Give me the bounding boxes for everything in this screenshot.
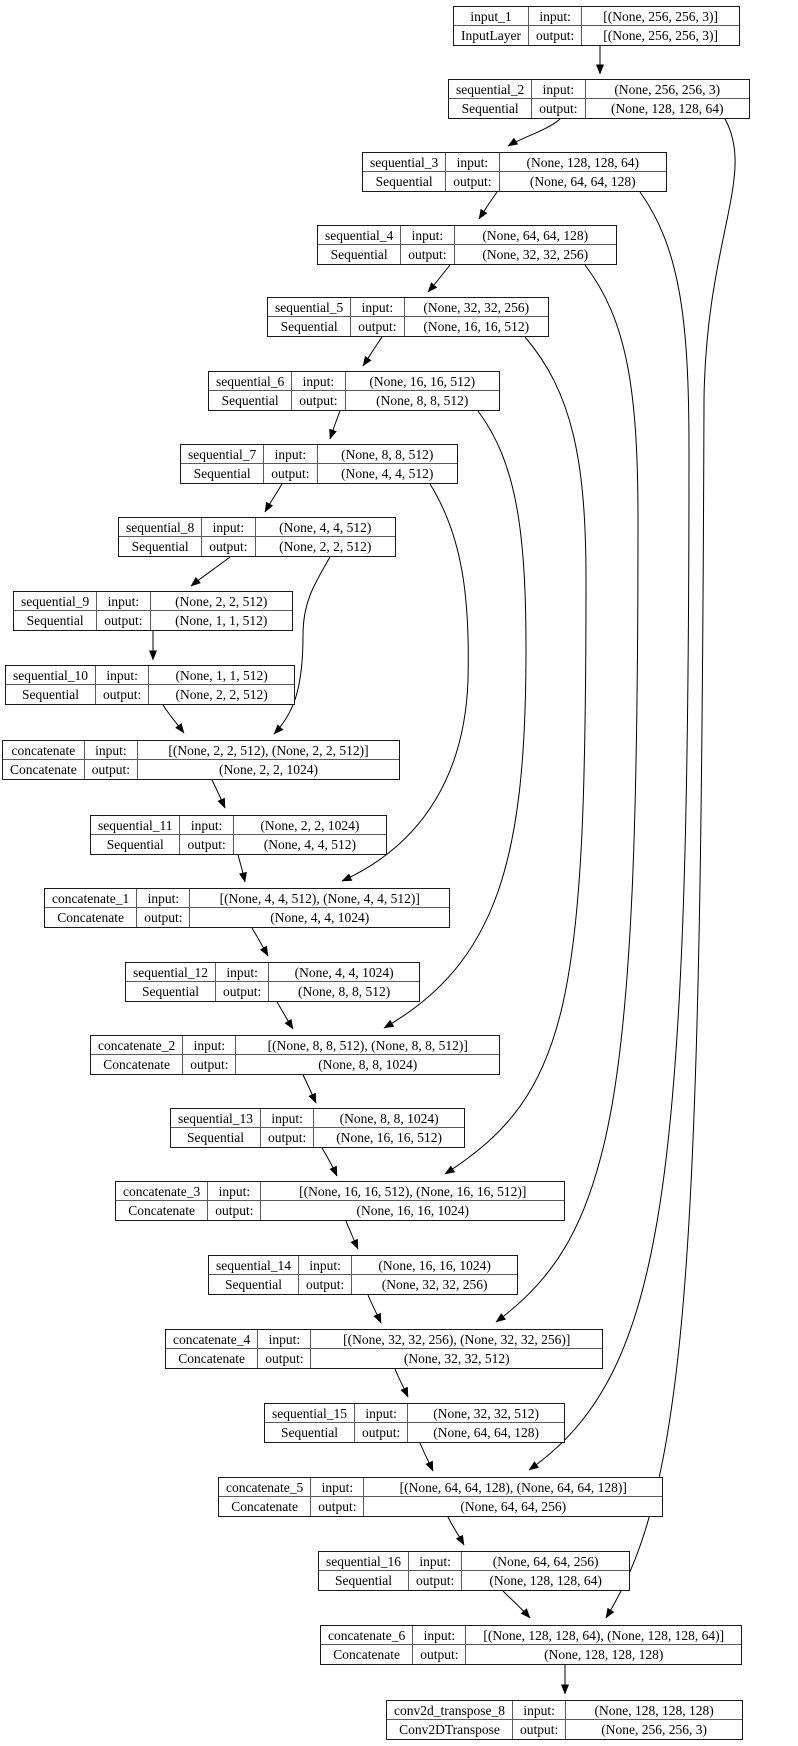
layer-type: Concatenate xyxy=(166,1349,258,1368)
layer-name: concatenate_5 xyxy=(219,1478,311,1497)
layer-type: Sequential xyxy=(449,99,532,118)
edge-skip-sequential_3-concatenate_5 xyxy=(529,192,689,1470)
node-sequential_11 xyxy=(90,815,387,855)
input-label: input: xyxy=(351,298,404,317)
edge-sequential_6-sequential_7 xyxy=(330,411,340,439)
layer-name: sequential_15 xyxy=(265,1404,355,1423)
output-shape: (None, 4, 4, 1024) xyxy=(270,910,370,925)
output-shape: (None, 1, 1, 512) xyxy=(175,613,268,628)
layer-type: Sequential xyxy=(119,537,202,556)
input-label: input: xyxy=(529,7,582,26)
node-sequential_13 xyxy=(170,1108,465,1148)
output-label: output: xyxy=(299,1275,352,1294)
output-shape: (None, 64, 64, 128) xyxy=(529,174,636,189)
output-shape: (None, 128, 128, 128) xyxy=(544,1647,664,1662)
layer-type: Sequential xyxy=(209,391,292,410)
layer-type: Sequential xyxy=(265,1423,355,1442)
edge-sequential_3-sequential_4 xyxy=(479,192,497,219)
layer-type: Sequential xyxy=(126,982,216,1001)
node-sequential_16 xyxy=(318,1551,630,1591)
layer-type: Concatenate xyxy=(3,760,85,779)
output-shape: (None, 32, 32, 256) xyxy=(381,1277,488,1292)
input-shape: [(None, 128, 128, 64), (None, 128, 128, 64)] xyxy=(466,1626,741,1645)
input-shape: (None, 1, 1, 512) xyxy=(149,666,294,685)
node-sequential_7 xyxy=(180,444,458,484)
layer-type: Sequential xyxy=(268,317,351,336)
output-label: output: xyxy=(258,1349,311,1368)
input-shape: [(None, 16, 16, 512), (None, 16, 16, 512)] xyxy=(261,1182,564,1201)
edge-sequential_2-sequential_3 xyxy=(508,119,560,146)
node-concatenate xyxy=(2,740,400,780)
input-label: input: xyxy=(355,1404,408,1423)
layer-name: sequential_13 xyxy=(171,1109,261,1128)
input-shape: [(None, 256, 256, 3)] xyxy=(582,7,739,26)
output-shape: (None, 64, 64, 256) xyxy=(460,1499,567,1514)
output-label: output: xyxy=(292,391,345,410)
layer-name: sequential_16 xyxy=(319,1552,409,1571)
edge-concatenate-sequential_11 xyxy=(212,780,225,808)
output-shape: (None, 16, 16, 512) xyxy=(336,1130,442,1145)
layer-type: Sequential xyxy=(209,1275,299,1294)
layer-name: concatenate_4 xyxy=(166,1330,258,1349)
layer-type: InputLayer xyxy=(454,26,529,45)
output-label: output: xyxy=(202,537,255,556)
layer-name: concatenate xyxy=(3,741,85,760)
node-concatenate_6 xyxy=(320,1625,742,1665)
edge-sequential_14-concatenate_4 xyxy=(368,1295,381,1323)
input-shape: [(None, 8, 8, 512), (None, 8, 8, 512)] xyxy=(236,1036,499,1055)
node-sequential_3 xyxy=(362,152,667,192)
output-label: output: xyxy=(261,1128,314,1147)
input-shape: (None, 4, 4, 1024) xyxy=(269,963,419,982)
input-label: input: xyxy=(183,1036,236,1055)
layer-type: Conv2DTranspose xyxy=(387,1720,513,1739)
layer-name: sequential_9 xyxy=(14,592,97,611)
layer-name: sequential_11 xyxy=(91,816,180,835)
edge-skip-sequential_8-concatenate xyxy=(274,557,330,734)
input-shape: (None, 128, 128, 128) xyxy=(566,1701,742,1720)
edge-sequential_8-sequential_9 xyxy=(191,557,230,586)
output-shape: (None, 16, 16, 512) xyxy=(423,319,530,334)
output-shape: (None, 2, 2, 512) xyxy=(279,539,372,554)
input-shape: (None, 4, 4, 512) xyxy=(256,518,396,537)
output-label: output: xyxy=(85,760,138,779)
output-shape: (None, 32, 32, 512) xyxy=(403,1351,510,1366)
node-sequential_8 xyxy=(118,517,396,557)
edge-sequential_10-concatenate xyxy=(163,705,184,733)
input-label: input: xyxy=(311,1478,364,1497)
output-shape: (None, 128, 128, 64) xyxy=(489,1573,602,1588)
edge-concatenate_2-sequential_13 xyxy=(303,1075,316,1103)
edge-sequential_11-concatenate_1 xyxy=(238,855,245,882)
layer-type: Concatenate xyxy=(321,1645,413,1664)
input-shape: [(None, 32, 32, 256), (None, 32, 32, 256)] xyxy=(311,1330,602,1349)
node-sequential_4 xyxy=(317,225,617,265)
output-shape: (None, 128, 128, 64) xyxy=(611,101,724,116)
layer-type: Concatenate xyxy=(116,1201,208,1220)
input-label: input: xyxy=(264,445,317,464)
layer-name: sequential_7 xyxy=(181,445,264,464)
input-shape: (None, 16, 16, 512) xyxy=(346,372,500,391)
node-input_1 xyxy=(453,6,740,46)
layer-type: Sequential xyxy=(171,1128,261,1147)
layer-type: Concatenate xyxy=(219,1497,311,1516)
output-label: output: xyxy=(97,611,150,630)
layer-name: concatenate_3 xyxy=(116,1182,208,1201)
output-shape: (None, 4, 4, 512) xyxy=(263,837,356,852)
input-label: input: xyxy=(97,592,150,611)
input-label: input: xyxy=(299,1256,352,1275)
layer-name: sequential_5 xyxy=(268,298,351,317)
output-shape: (None, 256, 256, 3) xyxy=(601,1722,707,1737)
layer-type: Concatenate xyxy=(45,908,137,927)
output-label: output: xyxy=(532,99,585,118)
node-concatenate_3 xyxy=(115,1181,565,1221)
edge-concatenate_4-sequential_15 xyxy=(395,1369,408,1397)
output-shape: (None, 64, 64, 128) xyxy=(433,1425,539,1440)
input-label: input: xyxy=(202,518,255,537)
input-shape: [(None, 2, 2, 512), (None, 2, 2, 512)] xyxy=(138,741,399,760)
layer-name: sequential_10 xyxy=(6,666,96,685)
output-label: output: xyxy=(96,685,149,704)
input-shape: (None, 8, 8, 1024) xyxy=(314,1109,464,1128)
output-label: output: xyxy=(137,908,190,927)
layer-type: Sequential xyxy=(6,685,96,704)
input-label: input: xyxy=(137,889,190,908)
edge-concatenate_1-sequential_12 xyxy=(252,928,268,956)
output-label: output: xyxy=(216,982,269,1001)
output-label: output: xyxy=(446,172,499,191)
output-label: output: xyxy=(208,1201,261,1220)
output-label: output: xyxy=(183,1055,236,1074)
input-label: input: xyxy=(208,1182,261,1201)
node-concatenate_5 xyxy=(218,1477,663,1517)
output-label: output: xyxy=(529,26,582,45)
node-sequential_2 xyxy=(448,79,750,119)
edge-skip-sequential_6-concatenate_2 xyxy=(384,411,526,1028)
output-shape: [(None, 256, 256, 3)] xyxy=(603,28,718,43)
output-label: output: xyxy=(413,1645,466,1664)
output-shape: (None, 4, 4, 512) xyxy=(341,466,434,481)
edge-sequential_12-concatenate_2 xyxy=(277,1002,293,1029)
layer-name: concatenate_6 xyxy=(321,1626,413,1645)
layer-name: sequential_8 xyxy=(119,518,202,537)
input-shape: [(None, 64, 64, 128), (None, 64, 64, 128)] xyxy=(364,1478,662,1497)
input-shape: (None, 128, 128, 64) xyxy=(500,153,667,172)
layer-type: Sequential xyxy=(181,464,264,483)
layer-name: sequential_4 xyxy=(318,226,401,245)
layer-name: concatenate_1 xyxy=(45,889,137,908)
layer-name: conv2d_transpose_8 xyxy=(387,1701,513,1720)
output-label: output: xyxy=(355,1423,408,1442)
output-label: output: xyxy=(264,464,317,483)
edge-skip-sequential_4-concatenate_4 xyxy=(496,265,638,1322)
output-shape: (None, 16, 16, 1024) xyxy=(356,1203,469,1218)
layer-name: sequential_14 xyxy=(209,1256,299,1275)
node-concatenate_4 xyxy=(165,1329,603,1369)
input-shape: (None, 64, 64, 128) xyxy=(455,226,617,245)
output-label: output: xyxy=(409,1571,462,1590)
layer-type: Sequential xyxy=(91,835,180,854)
input-label: input: xyxy=(261,1109,314,1128)
edge-sequential_15-concatenate_5 xyxy=(420,1443,433,1471)
layer-name: input_1 xyxy=(454,7,529,26)
layer-name: sequential_2 xyxy=(449,80,532,99)
edge-sequential_4-sequential_5 xyxy=(428,265,450,292)
input-shape: (None, 8, 8, 512) xyxy=(318,445,458,464)
input-label: input: xyxy=(413,1626,466,1645)
edge-sequential_13-concatenate_3 xyxy=(322,1148,337,1176)
output-shape: (None, 8, 8, 512) xyxy=(298,984,391,999)
input-label: input: xyxy=(513,1701,566,1720)
input-label: input: xyxy=(216,963,269,982)
node-concatenate_1 xyxy=(44,888,450,928)
output-shape: (None, 32, 32, 256) xyxy=(482,247,589,262)
input-label: input: xyxy=(532,80,585,99)
output-shape: (None, 8, 8, 1024) xyxy=(318,1057,418,1072)
input-shape: (None, 256, 256, 3) xyxy=(586,80,750,99)
node-sequential_15 xyxy=(264,1403,565,1443)
node-concatenate_2 xyxy=(90,1035,500,1075)
node-sequential_14 xyxy=(208,1255,518,1295)
edge-sequential_16-concatenate_6 xyxy=(503,1591,530,1618)
output-label: output: xyxy=(180,835,233,854)
output-label: output: xyxy=(311,1497,364,1516)
layer-type: Sequential xyxy=(318,245,401,264)
input-shape: (None, 32, 32, 512) xyxy=(408,1404,564,1423)
input-shape: (None, 2, 2, 1024) xyxy=(234,816,386,835)
node-sequential_5 xyxy=(267,297,549,337)
output-shape: (None, 2, 2, 512) xyxy=(175,687,268,702)
input-label: input: xyxy=(180,816,233,835)
node-sequential_10 xyxy=(5,665,295,705)
output-label: output: xyxy=(513,1720,566,1739)
input-shape: (None, 16, 16, 1024) xyxy=(352,1256,517,1275)
edge-sequential_7-sequential_8 xyxy=(265,484,282,512)
input-label: input: xyxy=(258,1330,311,1349)
edge-sequential_5-sequential_6 xyxy=(363,337,382,366)
input-label: input: xyxy=(96,666,149,685)
input-label: input: xyxy=(292,372,345,391)
layer-type: Sequential xyxy=(14,611,97,630)
output-label: output: xyxy=(401,245,454,264)
input-label: input: xyxy=(401,226,454,245)
edge-concatenate_3-sequential_14 xyxy=(346,1221,358,1249)
output-label: output: xyxy=(351,317,404,336)
input-shape: (None, 64, 64, 256) xyxy=(462,1552,629,1571)
node-sequential_12 xyxy=(125,962,420,1002)
layer-type: Sequential xyxy=(363,172,446,191)
output-shape: (None, 2, 2, 1024) xyxy=(219,762,318,777)
input-label: input: xyxy=(409,1552,462,1571)
layer-type: Concatenate xyxy=(91,1055,183,1074)
input-shape: (None, 2, 2, 512) xyxy=(151,592,293,611)
output-shape: (None, 8, 8, 512) xyxy=(376,393,469,408)
node-sequential_6 xyxy=(208,371,500,411)
node-sequential_9 xyxy=(13,591,293,631)
input-label: input: xyxy=(446,153,499,172)
layer-name: concatenate_2 xyxy=(91,1036,183,1055)
layer-name: sequential_12 xyxy=(126,963,216,982)
node-conv2d_transpose_8 xyxy=(386,1700,743,1740)
input-label: input: xyxy=(85,741,138,760)
layer-name: sequential_3 xyxy=(363,153,446,172)
edge-concatenate_5-sequential_16 xyxy=(448,1517,464,1545)
input-shape: [(None, 4, 4, 512), (None, 4, 4, 512)] xyxy=(190,889,449,908)
layer-type: Sequential xyxy=(319,1571,409,1590)
layer-name: sequential_6 xyxy=(209,372,292,391)
input-shape: (None, 32, 32, 256) xyxy=(405,298,549,317)
edge-skip-sequential_2-concatenate_6 xyxy=(606,119,735,1618)
